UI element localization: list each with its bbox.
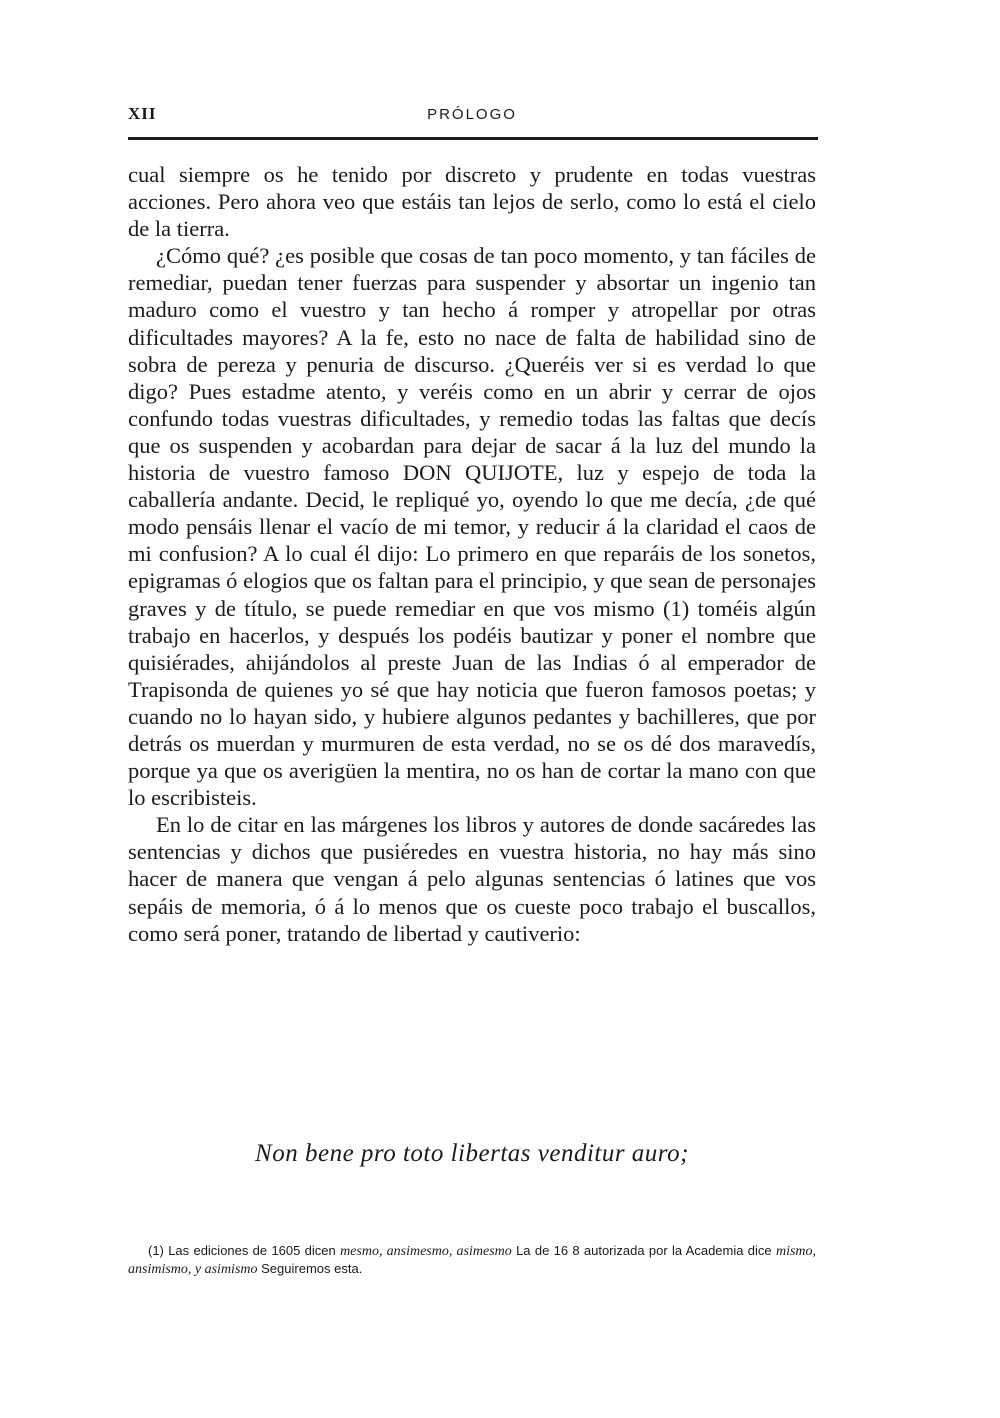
latin-verse: Non bene pro toto libertas venditur auro; (255, 1140, 689, 1167)
body-text (128, 161, 816, 947)
running-title: PRÓLOGO (427, 106, 517, 123)
footnote-text: Seguiremos esta. (261, 1261, 363, 1276)
paragraph-continued: cual siempre os he tenido por discreto y prudente en todas vuestras acciones. Pero ahora veo que estáis tan lejos de serlo, como lo está el cielo de la tierra. (128, 162, 816, 242)
footnote-text: La de 16 8 autorizada por la Academia dice (516, 1243, 772, 1258)
paragraph: ¿Cómo qué? ¿es posible que cosas de tan poco momento, y tan fáciles de remediar, puedan tener fuerzas para suspender y absortar un ingenio tan maduro como el vuestro y tan hecho á romper y atropellar por otras dificultades mayores? A la fe, esto no nace de falta de habilidad sino de sobra de pereza y penuria de discurso. ¿Queréis ver si es verdad lo que digo? Pues estadme atento, y veréis como en un abrir y cerrar de ojos confundo todas vuestras dificultades, y remedio todas las faltas que decís que os suspenden y acobardan para dejar de sacar á la luz del mundo la historia de vuestro famoso DON QUIJOTE, luz y espejo de toda la caballería andante. Decid, le repliqué yo, oyendo lo que me decía, ¿de qué modo pensáis llenar el vacío de mi temor, y reducir á la claridad el caos de mi confusion? A lo cual él dijo: Lo primero en que reparáis de los sonetos, epigramas ó elogios que os faltan para el principio, y que sean de personajes graves y de título, se puede remediar en que vos mismo (1) toméis algún trabajo en hacerlos, y después los podéis bautizar y poner el nombre que quisiérades, ahijándolos al preste Juan de las Indias ó al emperador de Trapisonda de quienes yo sé que hay noticia que fueron famosos poetas; y cuando no lo hayan sido, y hubiere algunos pedantes y bachilleres, que por detrás os muerdan y murmuren de esta verdad, no se os dé dos maravedís, porque ya que os averigüen la mentira, no os han de cortar la mano con que lo escribisteis. (128, 243, 816, 811)
header-rule (128, 137, 818, 140)
page-header (128, 104, 816, 134)
page-number: XII (128, 104, 157, 123)
paragraph: En lo de citar en las márgenes los libros y autores de donde sacáredes las sentencias y dichos que pusiéredes en vuestra historia, no hay más sino hacer de manera que vengan á pelo algunas sentencias ó latines que vos sepáis de memoria, ó á lo menos que os cueste poco trabajo el buscallos, como será poner, tratando de libertad y cautiverio: (128, 812, 816, 946)
footnote-text: Las ediciones de 1605 dicen (168, 1243, 336, 1258)
footnote-variant-forms: mesmo, ansimesmo, asimesmo (340, 1244, 512, 1259)
footnote-variant-forms: mismo, ansimismo, y asimismo (128, 1244, 817, 1277)
footnote-marker: (1) (148, 1243, 164, 1258)
footnote (128, 1242, 816, 1278)
